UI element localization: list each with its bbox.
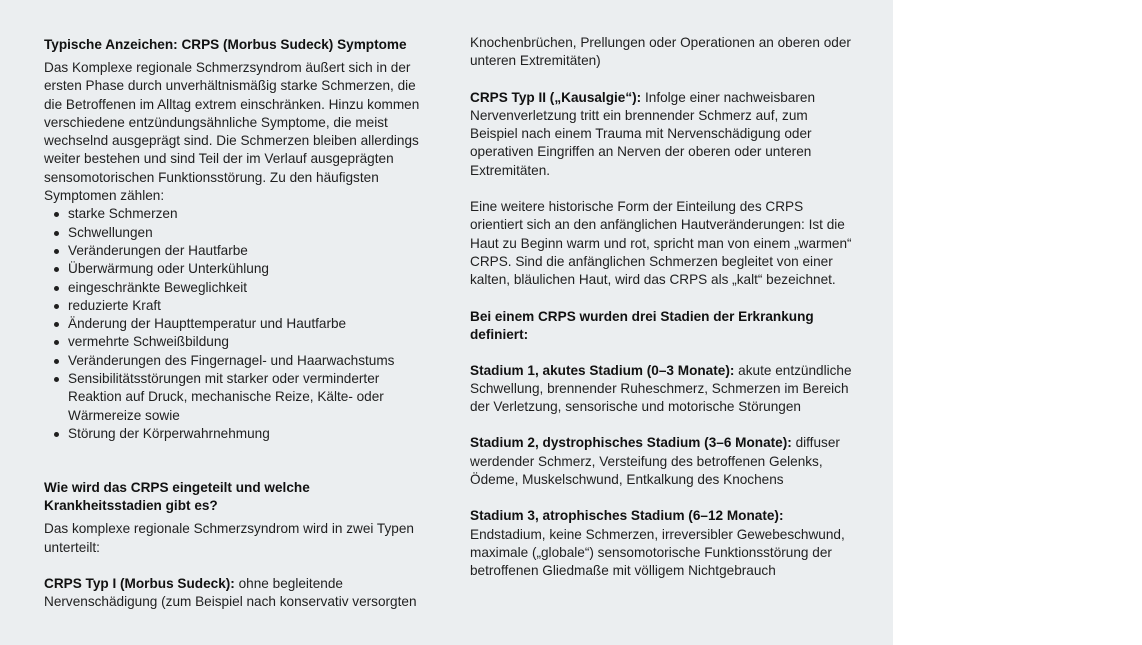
type1-continuation: Knochenbrüchen, Prellungen oder Operationen an oberen oder unteren Extremitäten) xyxy=(470,35,851,69)
list-item: starke Schmerzen xyxy=(50,205,426,223)
list-item: reduzierte Kraft xyxy=(50,297,426,315)
list-item: vermehrte Schweißbildung xyxy=(50,333,426,351)
intro-paragraph: Das Komplexe regionale Schmerzsyndrom äußert sich in der ersten Phase durch unverhältnismäßig starke Schmerzen, die die Betroffenen im Alltag extrem einschränken. Hinzu kommen verschiedene entzündungsähnliche Symptome, die meist wechselnd ausgeprägt sind. Die Schmerzen bleiben allerdings weiter bestehen und sind Teil der im Verlauf ausgeprägten sensomotorischen Funktionsstörung. Zu den häufigsten Symptomen zählen: xyxy=(44,60,420,204)
stage3-label: Stadium 3, atrophisches Stadium (6–12 Monate): xyxy=(470,508,784,524)
types-intro: Das komplexe regionale Schmerzsyndrom wird in zwei Typen unterteilt: xyxy=(44,521,414,555)
type1-paragraph xyxy=(44,575,426,612)
stage1-text: akute entzündliche Schwellung, brennender Ruheschmerz, Schmerzen im Bereich der Verletzung, sensorische und motorische Störungen xyxy=(470,362,852,415)
list-item: Veränderungen der Hautfarbe xyxy=(50,242,426,260)
list-item: Überwärmung oder Unterkühlung xyxy=(50,260,426,278)
stage1-paragraph xyxy=(470,362,852,417)
list-item: Schwellungen xyxy=(50,224,426,242)
list-item: Sensibilitätsstörungen mit starker oder verminderter Reaktion auf Druck, mechanische Reize, Kälte- oder Wärmereize sowie xyxy=(50,370,426,425)
right-column xyxy=(470,33,852,581)
list-item: Veränderungen des Fingernagel- und Haarwachstums xyxy=(50,352,426,370)
list-item: Störung der Körperwahrnehmung xyxy=(50,425,426,443)
type2-label: CRPS Typ II („Kausalgie“): xyxy=(470,89,642,105)
stage1-label: Stadium 1, akutes Stadium (0–3 Monate): xyxy=(470,362,735,378)
type2-paragraph xyxy=(470,89,852,180)
type2-text: Infolge einer nachweisbaren Nervenverletzung tritt ein brennender Schmerz auf, zum Beispiel nach einem Trauma mit Nervenschädigung oder operativen Eingriffen an Nerven der oberen oder unteren Extremitäten. xyxy=(470,89,816,178)
left-column xyxy=(44,33,426,611)
heading-classification: Wie wird das CRPS eingeteilt und welche Krankheitsstadien gibt es? xyxy=(44,480,310,514)
heading-stages: Bei einem CRPS wurden drei Stadien der Erkrankung definiert: xyxy=(470,308,814,342)
symptom-list xyxy=(50,205,426,443)
stage3-paragraph xyxy=(470,507,852,580)
historic-paragraph: Eine weitere historische Form der Einteilung des CRPS orientiert sich an den anfänglichen Hautveränderungen: Ist die Haut zu Beginn warm und rot, spricht man von einem „warmen“ CRPS. Sind die anfänglichen Schmerzen begleitet von einer kalten, bläulichen Haut, wird das CRPS als „kalt“ bezeichnet. xyxy=(470,199,852,288)
stage2-paragraph xyxy=(470,434,852,489)
list-item: eingeschränkte Beweglichkeit xyxy=(50,279,426,297)
stage2-label: Stadium 2, dystrophisches Stadium (3–6 Monate): xyxy=(470,435,792,451)
heading-symptoms: Typische Anzeichen: CRPS (Morbus Sudeck) Symptome xyxy=(44,37,407,52)
list-item: Änderung der Haupttemperatur und Hautfarbe xyxy=(50,315,426,333)
stage2-text: diffuser werdender Schmerz, Versteifung des betroffenen Gelenks, Ödeme, Muskelschwund, Entkalkung des Knochens xyxy=(470,435,840,488)
stage3-text: Endstadium, keine Schmerzen, irreversibler Gewebeschwund, maximale („globale“) sensomotorische Funktionsstörung der betroffenen Gliedmaße mit völligem Nichtgebrauch xyxy=(470,526,845,579)
type1-text: ohne begleitende Nervenschädigung (zum Beispiel nach konservativ versorgten xyxy=(44,575,417,610)
type1-label: CRPS Typ I (Morbus Sudeck): xyxy=(44,575,235,591)
